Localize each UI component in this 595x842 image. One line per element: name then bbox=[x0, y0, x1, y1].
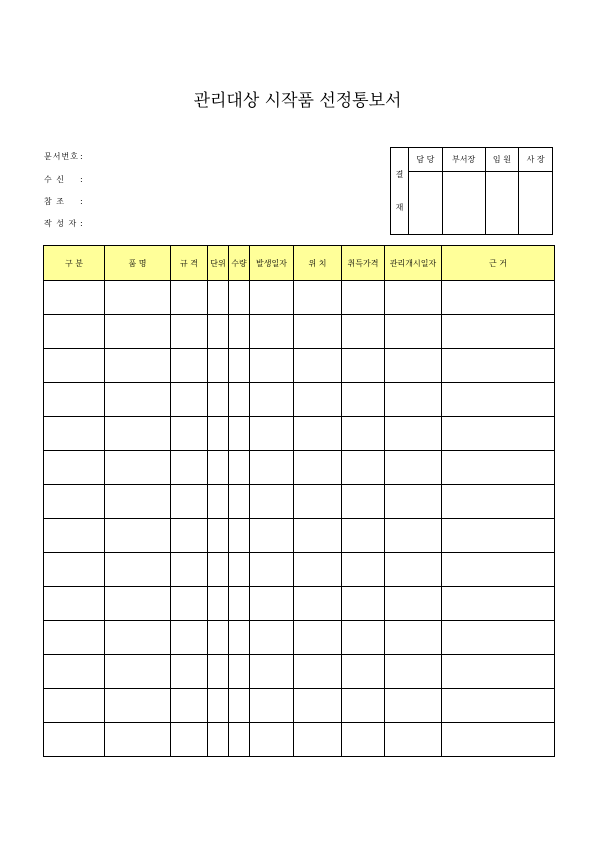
table-cell[interactable] bbox=[208, 485, 229, 519]
table-cell[interactable] bbox=[294, 519, 342, 553]
table-cell[interactable] bbox=[294, 689, 342, 723]
table-row bbox=[44, 349, 555, 383]
table-cell[interactable] bbox=[442, 315, 555, 349]
table-row bbox=[44, 519, 555, 553]
approval-sign-dept-head[interactable] bbox=[442, 172, 485, 235]
meta-sep: : bbox=[80, 197, 83, 206]
table-cell[interactable] bbox=[208, 723, 229, 757]
table-cell[interactable] bbox=[442, 519, 555, 553]
table-cell[interactable] bbox=[44, 621, 105, 655]
table-cell[interactable] bbox=[250, 723, 294, 757]
table-cell[interactable] bbox=[105, 621, 171, 655]
table-cell[interactable] bbox=[208, 281, 229, 315]
meta-sep: : bbox=[80, 219, 83, 228]
col-header-management-start-date: 관리개시일자 bbox=[385, 246, 442, 281]
table-cell[interactable] bbox=[442, 485, 555, 519]
table-cell[interactable] bbox=[442, 587, 555, 621]
table-cell[interactable] bbox=[44, 451, 105, 485]
approval-side-label bbox=[391, 148, 409, 235]
table-cell[interactable] bbox=[171, 587, 208, 621]
table-cell[interactable] bbox=[385, 587, 442, 621]
table-cell[interactable] bbox=[208, 553, 229, 587]
table-cell[interactable] bbox=[294, 281, 342, 315]
table-cell[interactable] bbox=[171, 621, 208, 655]
table-cell[interactable] bbox=[442, 281, 555, 315]
approval-header-president: 사 장 bbox=[519, 148, 553, 172]
table-cell[interactable] bbox=[105, 689, 171, 723]
table-cell[interactable] bbox=[171, 723, 208, 757]
table-cell[interactable] bbox=[105, 349, 171, 383]
table-cell[interactable] bbox=[229, 315, 250, 349]
table-cell[interactable] bbox=[171, 281, 208, 315]
table-cell[interactable] bbox=[171, 553, 208, 587]
table-cell[interactable] bbox=[385, 417, 442, 451]
table-cell[interactable] bbox=[385, 451, 442, 485]
table-cell[interactable] bbox=[385, 315, 442, 349]
table-cell[interactable] bbox=[442, 553, 555, 587]
table-cell[interactable] bbox=[105, 553, 171, 587]
table-cell[interactable] bbox=[442, 723, 555, 757]
table-cell[interactable] bbox=[342, 587, 385, 621]
table-cell[interactable] bbox=[208, 315, 229, 349]
table-cell[interactable] bbox=[171, 383, 208, 417]
table-cell[interactable] bbox=[342, 281, 385, 315]
table-cell[interactable] bbox=[385, 519, 442, 553]
table-cell[interactable] bbox=[385, 655, 442, 689]
table-cell[interactable] bbox=[294, 621, 342, 655]
table-cell[interactable] bbox=[105, 485, 171, 519]
table-cell[interactable] bbox=[250, 315, 294, 349]
table-cell[interactable] bbox=[105, 383, 171, 417]
document-title: 관리대상 시작품 선정통보서 bbox=[193, 91, 402, 111]
selection-table bbox=[43, 245, 555, 757]
table-row bbox=[44, 655, 555, 689]
table-row bbox=[44, 621, 555, 655]
table-cell[interactable] bbox=[342, 485, 385, 519]
meta-doc-number-label: 문서번호 bbox=[44, 152, 79, 161]
table-cell[interactable] bbox=[250, 587, 294, 621]
table-cell[interactable] bbox=[208, 451, 229, 485]
col-header-basis: 근 거 bbox=[442, 246, 555, 281]
table-cell[interactable] bbox=[250, 485, 294, 519]
table-cell[interactable] bbox=[171, 349, 208, 383]
table-header-row bbox=[44, 246, 555, 281]
meta-author-label: 작 성 자 bbox=[44, 219, 78, 228]
table-cell[interactable] bbox=[105, 519, 171, 553]
table-body bbox=[44, 281, 555, 757]
table-cell[interactable] bbox=[44, 383, 105, 417]
table-cell[interactable] bbox=[342, 553, 385, 587]
table-cell[interactable] bbox=[229, 587, 250, 621]
approval-sign-executive[interactable] bbox=[485, 172, 519, 235]
table-cell[interactable] bbox=[250, 689, 294, 723]
table-cell[interactable] bbox=[171, 451, 208, 485]
meta-reference bbox=[44, 196, 83, 207]
col-header-spec: 규 격 bbox=[171, 246, 208, 281]
table-cell[interactable] bbox=[250, 349, 294, 383]
table-cell[interactable] bbox=[294, 587, 342, 621]
table-row bbox=[44, 315, 555, 349]
table-cell[interactable] bbox=[44, 315, 105, 349]
table-cell[interactable] bbox=[342, 383, 385, 417]
meta-sep: : bbox=[80, 175, 83, 184]
table-cell[interactable] bbox=[342, 417, 385, 451]
table-cell[interactable] bbox=[105, 587, 171, 621]
table-cell[interactable] bbox=[342, 519, 385, 553]
table-cell[interactable] bbox=[442, 349, 555, 383]
table-cell[interactable] bbox=[442, 621, 555, 655]
table-row bbox=[44, 417, 555, 451]
approval-side-bottom: 재 bbox=[395, 203, 404, 212]
table-cell[interactable] bbox=[105, 281, 171, 315]
table-cell[interactable] bbox=[342, 655, 385, 689]
table-cell[interactable] bbox=[44, 723, 105, 757]
meta-author bbox=[44, 218, 83, 229]
table-cell[interactable] bbox=[105, 655, 171, 689]
table-cell[interactable] bbox=[171, 417, 208, 451]
table-cell[interactable] bbox=[208, 655, 229, 689]
table-row bbox=[44, 383, 555, 417]
table-cell[interactable] bbox=[229, 621, 250, 655]
table-cell[interactable] bbox=[44, 553, 105, 587]
meta-recipient-label: 수 신 bbox=[44, 175, 65, 184]
table-cell[interactable] bbox=[208, 349, 229, 383]
table-cell[interactable] bbox=[250, 281, 294, 315]
table-cell[interactable] bbox=[250, 519, 294, 553]
table-cell[interactable] bbox=[171, 315, 208, 349]
col-header-occurrence-date: 발생일자 bbox=[250, 246, 294, 281]
table-cell[interactable] bbox=[342, 723, 385, 757]
table-cell[interactable] bbox=[294, 315, 342, 349]
table-cell[interactable] bbox=[250, 621, 294, 655]
table-cell[interactable] bbox=[208, 587, 229, 621]
table-cell[interactable] bbox=[44, 417, 105, 451]
table-cell[interactable] bbox=[44, 587, 105, 621]
table-row bbox=[44, 451, 555, 485]
table-cell[interactable] bbox=[44, 689, 105, 723]
table-cell[interactable] bbox=[171, 519, 208, 553]
table-cell[interactable] bbox=[442, 689, 555, 723]
table-cell[interactable] bbox=[208, 621, 229, 655]
table-cell[interactable] bbox=[229, 349, 250, 383]
table-cell[interactable] bbox=[208, 417, 229, 451]
table-cell[interactable] bbox=[105, 451, 171, 485]
table-cell[interactable] bbox=[385, 349, 442, 383]
table-row bbox=[44, 689, 555, 723]
table-cell[interactable] bbox=[171, 689, 208, 723]
approval-sign-president[interactable] bbox=[519, 172, 553, 235]
table-cell[interactable] bbox=[342, 689, 385, 723]
table-cell[interactable] bbox=[385, 723, 442, 757]
approval-box bbox=[390, 147, 553, 235]
table-cell[interactable] bbox=[229, 723, 250, 757]
table-row bbox=[44, 553, 555, 587]
table-cell[interactable] bbox=[294, 723, 342, 757]
table-cell[interactable] bbox=[250, 451, 294, 485]
table-row bbox=[44, 723, 555, 757]
table-cell[interactable] bbox=[105, 723, 171, 757]
col-header-unit: 단위 bbox=[208, 246, 229, 281]
table-cell[interactable] bbox=[342, 621, 385, 655]
table-cell[interactable] bbox=[44, 519, 105, 553]
table-cell[interactable] bbox=[171, 655, 208, 689]
table-cell[interactable] bbox=[385, 485, 442, 519]
approval-header-executive: 임 원 bbox=[485, 148, 519, 172]
table-cell[interactable] bbox=[250, 553, 294, 587]
table-cell[interactable] bbox=[229, 519, 250, 553]
table-row bbox=[44, 281, 555, 315]
table-cell[interactable] bbox=[229, 655, 250, 689]
table-cell[interactable] bbox=[44, 485, 105, 519]
table-cell[interactable] bbox=[294, 655, 342, 689]
table-cell[interactable] bbox=[105, 417, 171, 451]
table-cell[interactable] bbox=[229, 417, 250, 451]
table-cell[interactable] bbox=[208, 383, 229, 417]
col-header-quantity: 수량 bbox=[229, 246, 250, 281]
table-cell[interactable] bbox=[294, 553, 342, 587]
table-cell[interactable] bbox=[385, 689, 442, 723]
table-cell[interactable] bbox=[229, 689, 250, 723]
table-cell[interactable] bbox=[294, 383, 342, 417]
table-cell[interactable] bbox=[442, 655, 555, 689]
table-cell[interactable] bbox=[44, 281, 105, 315]
table-cell[interactable] bbox=[171, 485, 208, 519]
table-cell[interactable] bbox=[294, 417, 342, 451]
table-cell[interactable] bbox=[229, 281, 250, 315]
col-header-item-name: 품 명 bbox=[105, 246, 171, 281]
col-header-acquisition-price: 취득가격 bbox=[342, 246, 385, 281]
table-cell[interactable] bbox=[250, 655, 294, 689]
table-cell[interactable] bbox=[294, 485, 342, 519]
table-cell[interactable] bbox=[294, 349, 342, 383]
table-cell[interactable] bbox=[250, 383, 294, 417]
table-cell[interactable] bbox=[442, 417, 555, 451]
table-cell[interactable] bbox=[105, 315, 171, 349]
col-header-category: 구 분 bbox=[44, 246, 105, 281]
table-cell[interactable] bbox=[229, 485, 250, 519]
table-cell[interactable] bbox=[385, 553, 442, 587]
approval-sign-staff[interactable] bbox=[409, 172, 443, 235]
table-cell[interactable] bbox=[44, 655, 105, 689]
meta-recipient bbox=[44, 174, 83, 185]
table-cell[interactable] bbox=[294, 451, 342, 485]
table-cell[interactable] bbox=[229, 553, 250, 587]
table-cell[interactable] bbox=[44, 349, 105, 383]
col-header-location: 위 치 bbox=[294, 246, 342, 281]
approval-header-staff: 담 당 bbox=[409, 148, 443, 172]
table-cell[interactable] bbox=[250, 417, 294, 451]
table-cell[interactable] bbox=[385, 281, 442, 315]
table-cell[interactable] bbox=[342, 349, 385, 383]
table-cell[interactable] bbox=[229, 451, 250, 485]
table-cell[interactable] bbox=[342, 451, 385, 485]
table-row bbox=[44, 485, 555, 519]
table-cell[interactable] bbox=[208, 689, 229, 723]
meta-sep: : bbox=[80, 152, 83, 161]
table-cell[interactable] bbox=[342, 315, 385, 349]
meta-doc-number bbox=[44, 151, 83, 162]
approval-side-top: 결 bbox=[395, 170, 404, 179]
table-cell[interactable] bbox=[208, 519, 229, 553]
approval-header-dept-head: 부서장 bbox=[442, 148, 485, 172]
table-cell[interactable] bbox=[229, 383, 250, 417]
table-cell[interactable] bbox=[385, 383, 442, 417]
table-cell[interactable] bbox=[442, 451, 555, 485]
table-cell[interactable] bbox=[442, 383, 555, 417]
meta-reference-label: 참 조 bbox=[44, 197, 65, 206]
table-row bbox=[44, 587, 555, 621]
table-cell[interactable] bbox=[385, 621, 442, 655]
